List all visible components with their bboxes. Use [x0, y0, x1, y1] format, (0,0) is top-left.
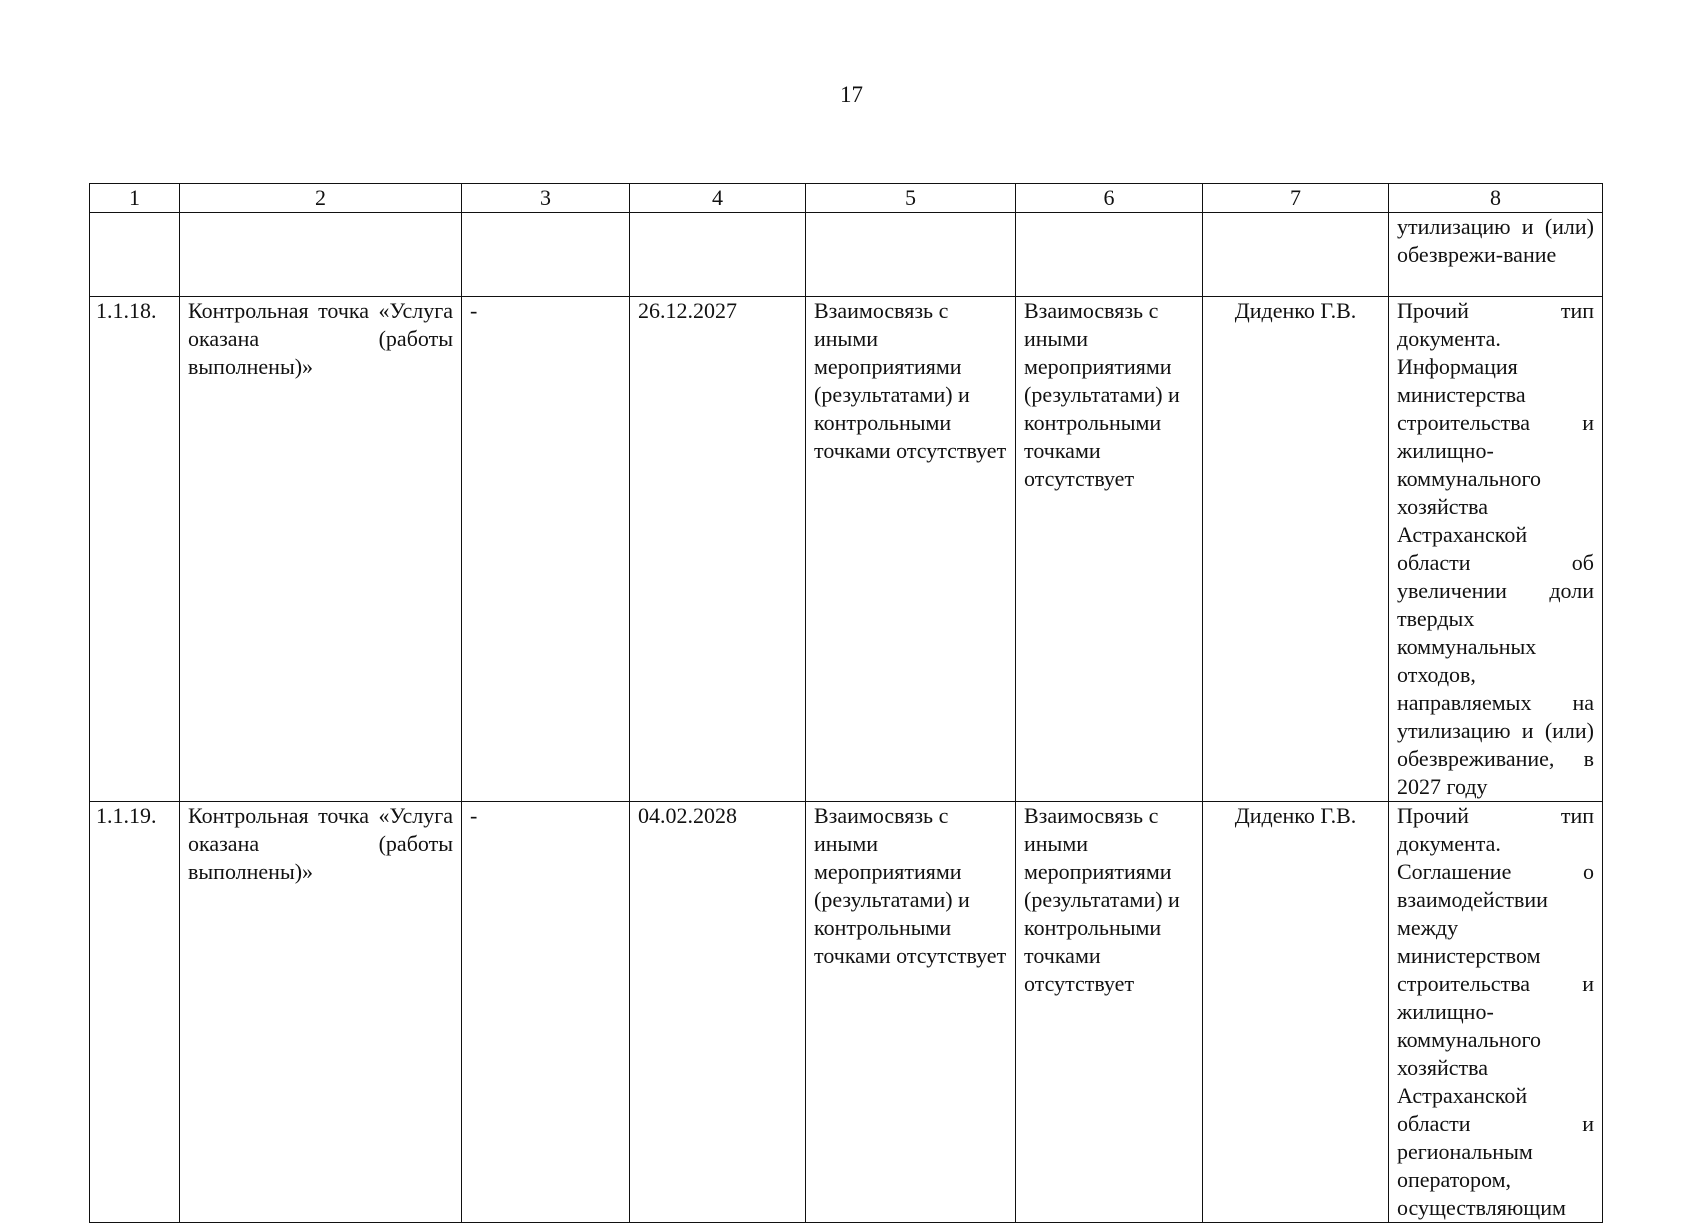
column-3-value: - — [462, 802, 630, 1223]
column-header-4: 4 — [630, 184, 806, 213]
relationship-cell-5: Взаимосвязь с иными мероприятиями (результатами) и контрольными точками отсутствует — [806, 297, 1016, 802]
continuation-document-cell: утилизацию и (или) обезврежи-вание — [1389, 213, 1603, 297]
table-header-row — [90, 184, 1603, 213]
document-table — [89, 183, 1603, 1223]
table-cell — [630, 213, 806, 297]
column-header-3: 3 — [462, 184, 630, 213]
table-cell — [462, 213, 630, 297]
control-point-date: 26.12.2027 — [630, 297, 806, 802]
column-header-8: 8 — [1389, 184, 1603, 213]
responsible-person: Диденко Г.В. — [1203, 802, 1389, 1223]
row-number: 1.1.18. — [90, 297, 180, 802]
control-point-name: Контрольная точка «Услуга оказана (работы выполнены)» — [180, 802, 462, 1223]
table-cell — [90, 213, 180, 297]
column-header-5: 5 — [806, 184, 1016, 213]
control-point-date: 04.02.2028 — [630, 802, 806, 1223]
document-type-cell: Прочий тип документа. Информация министерства строительства и жилищно-коммунального хозяйства Астраханской области об увеличении доли твердых коммунальных отходов, направляемых на утилизацию и (или) обезвреживание, в 2027 году — [1389, 297, 1603, 802]
relationship-cell-5: Взаимосвязь с иными мероприятиями (результатами) и контрольными точками отсутствует — [806, 802, 1016, 1223]
table-row — [90, 802, 1603, 1223]
table-cell — [1016, 213, 1203, 297]
responsible-person: Диденко Г.В. — [1203, 297, 1389, 802]
table-cell — [180, 213, 462, 297]
relationship-cell-6: Взаимосвязь с иными мероприятиями (результатами) и контрольными точками отсутствует — [1016, 802, 1203, 1223]
column-header-1: 1 — [90, 184, 180, 213]
table-row — [90, 297, 1603, 802]
column-header-6: 6 — [1016, 184, 1203, 213]
column-header-7: 7 — [1203, 184, 1389, 213]
document-type-cell: Прочий тип документа. Соглашение о взаимодействии между министерством строительства и жилищно-коммунального хозяйства Астраханской области и региональным оператором, осуществляющим — [1389, 802, 1603, 1223]
column-3-value: - — [462, 297, 630, 802]
relationship-cell-6: Взаимосвязь с иными мероприятиями (результатами) и контрольными точками отсутствует — [1016, 297, 1203, 802]
table-cell — [806, 213, 1016, 297]
table-cell — [1203, 213, 1389, 297]
continuation-row — [90, 213, 1603, 297]
row-number: 1.1.19. — [90, 802, 180, 1223]
control-point-name: Контрольная точка «Услуга оказана (работы выполнены)» — [180, 297, 462, 802]
column-header-2: 2 — [180, 184, 462, 213]
page-number: 17 — [840, 82, 863, 107]
